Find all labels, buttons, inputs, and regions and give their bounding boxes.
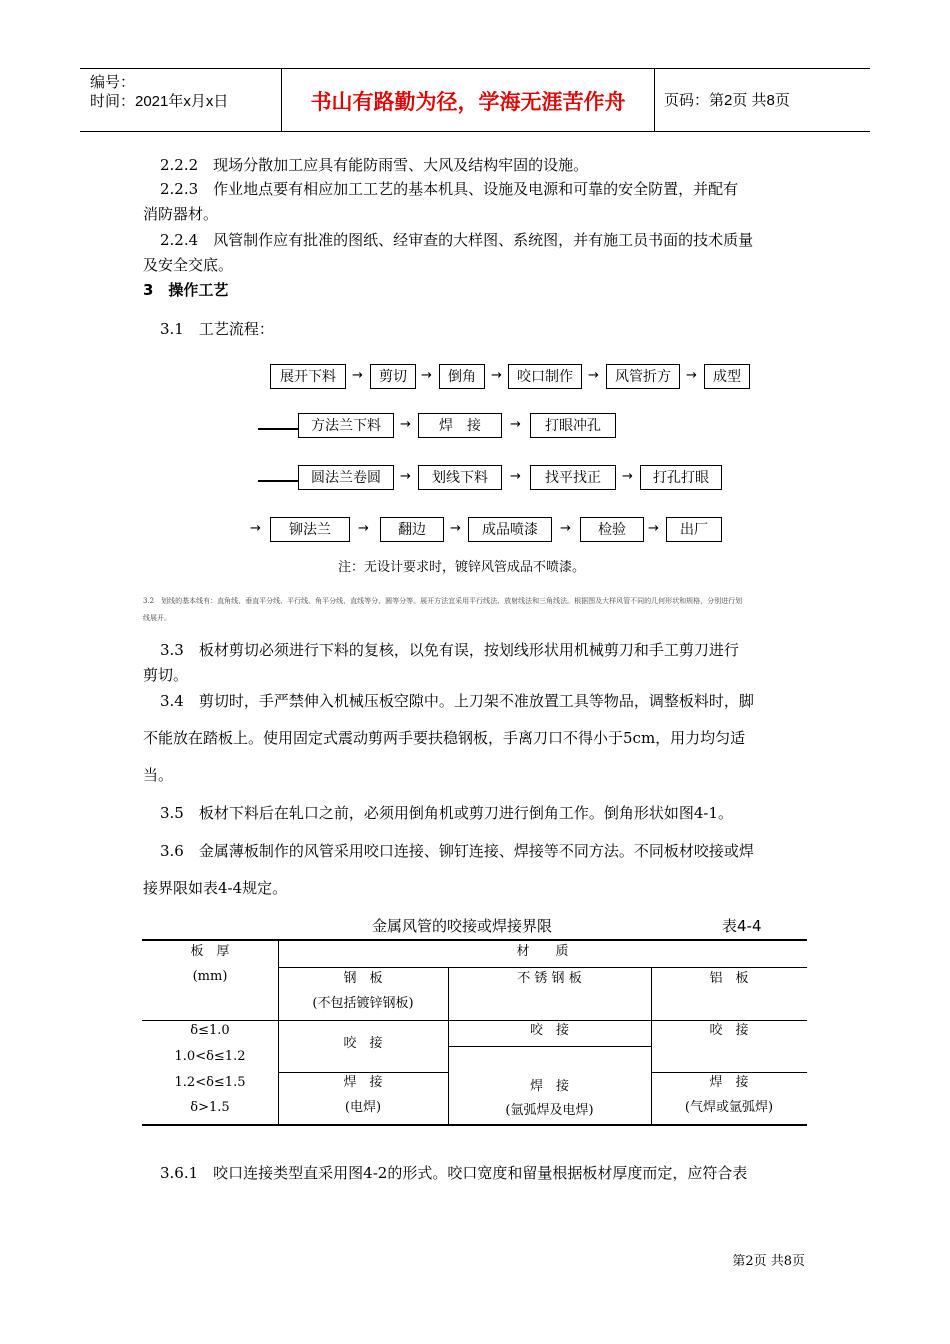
para-2-2-4-cont: 及安全交底。 bbox=[143, 256, 234, 274]
flow-arrow-icon: → bbox=[510, 469, 521, 484]
row-thickness: δ>1.5 bbox=[190, 1100, 230, 1115]
cell-stainless-weld-method: (氩弧焊及电焊) bbox=[505, 1103, 594, 1118]
flow-step: 铆法兰 bbox=[270, 517, 350, 542]
para-3-1: 3.1 工艺流程： bbox=[160, 320, 274, 338]
table-title: 金属风管的咬接或焊接界限 bbox=[372, 917, 553, 935]
para-3-6: 3.6 金属薄板制作的风管采用咬口连接、铆钉连接、焊接等不同方法。不同板材咬接或焊 bbox=[160, 842, 754, 860]
para-3-4-cont: 不能放在踏板上。使用固定式震动剪两手要扶稳钢板，手离刀口不得小于5cm，用力均匀适 bbox=[143, 729, 746, 747]
flow-arrow-icon: → bbox=[400, 469, 411, 484]
flow-step: 圆法兰卷圆 bbox=[298, 465, 394, 490]
para-3-3-cont: 剪切。 bbox=[143, 666, 189, 684]
flow-arrow-icon: → bbox=[352, 368, 363, 383]
flow-arrow-icon: → bbox=[400, 417, 411, 432]
doc-number-label: 编号： bbox=[90, 74, 136, 91]
th-aluminum: 铝 板 bbox=[709, 971, 749, 986]
flow-step: 打孔打眼 bbox=[640, 465, 722, 490]
cell-aluminum-bite: 咬 接 bbox=[709, 1023, 749, 1038]
para-3-4: 3.4 剪切时，手严禁伸入机械压板空隙中。上刀架不准放置工具等物品，调整板料时，脚 bbox=[160, 692, 754, 710]
flow-step: 方法兰下料 bbox=[298, 413, 394, 438]
flow-arrow-icon: → bbox=[622, 469, 633, 484]
flow-step: 找平找正 bbox=[530, 465, 616, 490]
flow-arrow-icon: → bbox=[491, 368, 502, 383]
para-2-2-4: 2.2.4 风管制作应有批准的图纸、经审查的大样图、系统图，并有施工员书面的技术质量 bbox=[160, 231, 754, 249]
cell-steel-bite: 咬 接 bbox=[343, 1036, 383, 1051]
para-3-4-cont2: 当。 bbox=[143, 766, 174, 784]
header-page-label: 页码：第2页 共8页 bbox=[664, 92, 790, 109]
header-divider bbox=[654, 69, 655, 131]
para-3-6-cont: 接界限如表4-4规定。 bbox=[143, 879, 288, 897]
cell-stainless-bite: 咬 接 bbox=[529, 1023, 569, 1038]
flow-arrow-icon: → bbox=[450, 521, 461, 536]
table-number: 表4-4 bbox=[722, 917, 762, 935]
th-stainless: 不 锈 钢 板 bbox=[517, 971, 582, 986]
page-footer: 第2页 共8页 bbox=[732, 1254, 805, 1269]
flow-arrow-icon: → bbox=[686, 368, 697, 383]
para-2-2-3-cont: 消防器材。 bbox=[143, 205, 219, 223]
th-steel-note: (不包括镀锌钢板) bbox=[312, 996, 414, 1011]
doc-time-label: 时间：2021年x月x日 bbox=[90, 93, 229, 110]
para-3-2-cont: 线展开。 bbox=[143, 614, 171, 622]
table-rule bbox=[142, 1124, 807, 1126]
para-3-3: 3.3 板材剪切必须进行下料的复核，以免有误，按划线形状用机械剪刀和手工剪刀进行 bbox=[160, 641, 739, 659]
flow-arrow-icon: → bbox=[250, 521, 261, 536]
cell-stainless-weld: 焊 接 bbox=[529, 1079, 569, 1094]
cell-steel-weld: 焊 接 bbox=[343, 1075, 383, 1090]
row-thickness: 1.0<δ≤1.2 bbox=[174, 1049, 246, 1064]
flow-arrow-icon: → bbox=[421, 368, 432, 383]
flow-step: 焊 接 bbox=[418, 413, 502, 438]
flow-step: 划线下料 bbox=[418, 465, 502, 490]
table-rule bbox=[448, 1046, 651, 1047]
flow-step: 成型 bbox=[704, 364, 750, 389]
flow-arrow-icon: → bbox=[648, 521, 659, 536]
flow-arrow-icon: → bbox=[560, 521, 571, 536]
th-thickness: 板 厚 bbox=[190, 944, 230, 959]
row-thickness: 1.2<δ≤1.5 bbox=[174, 1075, 246, 1090]
para-2-2-2: 2.2.2 现场分散加工应具有能防雨雪、大风及结构牢固的设施。 bbox=[160, 156, 589, 174]
flow-step: 展开下料 bbox=[270, 364, 346, 389]
row-thickness: δ≤1.0 bbox=[190, 1023, 230, 1038]
header-motto: 书山有路勤为径，学海无涯苦作舟 bbox=[310, 90, 626, 114]
table-rule bbox=[142, 939, 807, 941]
flow-step: 咬口制作 bbox=[508, 364, 582, 389]
para-3-5: 3.5 板材下料后在轧口之前，必须用倒角机或剪刀进行倒角工作。倒角形状如图4-1。 bbox=[160, 804, 734, 822]
flow-branch-line bbox=[258, 428, 298, 430]
para-2-2-3: 2.2.3 作业地点要有相应加工工艺的基本机具、设施及电源和可靠的安全防置，并配有 bbox=[160, 180, 739, 198]
para-3-6-1: 3.6.1 咬口连接类型直采用图4-2的形式。咬口宽度和留量根据板材厚度而定，应符合表 bbox=[160, 1164, 748, 1182]
page-header bbox=[80, 68, 870, 132]
flow-branch-line bbox=[258, 480, 298, 482]
flow-step: 检验 bbox=[580, 517, 644, 542]
flow-step: 成品喷漆 bbox=[468, 517, 552, 542]
para-3-2: 3.2 划线的基本线有：直角线、垂直平分线、平行线、角平分线、直线等分、圆等分等。展开方法宜采用平行线法、放射线法和三角线法。根据图及大样风管不同的几何形状和规格，分别进行划 bbox=[143, 597, 743, 605]
section-3-heading: 3 操作工艺 bbox=[143, 281, 229, 299]
th-steel: 钢 板 bbox=[343, 971, 383, 986]
th-material: 材 质 bbox=[516, 944, 569, 959]
flow-step: 翻边 bbox=[380, 517, 444, 542]
flow-arrow-icon: → bbox=[588, 368, 599, 383]
flow-arrow-icon: → bbox=[358, 521, 369, 536]
th-unit: (mm) bbox=[192, 969, 228, 984]
flow-step: 剪切 bbox=[370, 364, 416, 389]
cell-steel-weld-method: (电焊) bbox=[344, 1100, 382, 1115]
flow-arrow-icon: → bbox=[510, 417, 521, 432]
table-rule bbox=[278, 967, 807, 968]
flow-step: 倒角 bbox=[439, 364, 485, 389]
flow-note: 注：无设计要求时，镀锌风管成品不喷漆。 bbox=[338, 560, 586, 575]
cell-aluminum-weld: 焊 接 bbox=[709, 1075, 749, 1090]
flow-step: 风管折方 bbox=[606, 364, 680, 389]
header-meta bbox=[90, 73, 228, 111]
flow-step: 打眼冲孔 bbox=[530, 413, 616, 438]
flow-step: 出厂 bbox=[666, 517, 722, 542]
cell-aluminum-weld-method: (气焊或氩弧焊) bbox=[684, 1100, 774, 1115]
